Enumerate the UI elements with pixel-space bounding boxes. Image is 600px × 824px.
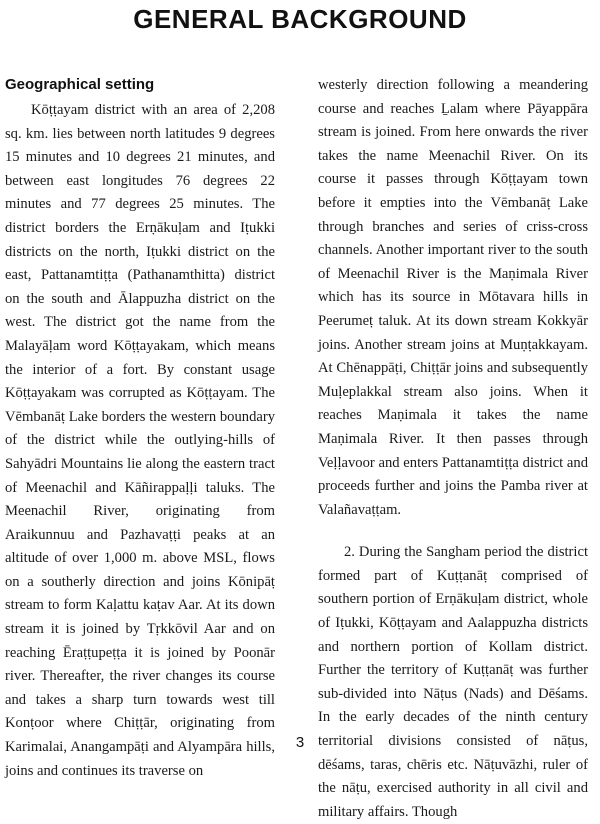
page-number: 3 — [295, 734, 305, 751]
page-title: GENERAL BACKGROUND — [133, 4, 467, 34]
left-paragraph: Kōṭṭayam district with an area of 2,208 sq. km. lies between north latitudes 9 degrees 15 minutes and 10 degrees 21 minutes, and between east longitudes 76 degrees 22 minutes and 77 degrees 25 minutes. The district borders the Erṇākuḷam and Iṭukki districts on the north, Iṭukki district on the east, Pattanamtiṭṭa (Pathanamthitta) district on the south and Ālappuzha district on the west. The district got the name from the Malayāḷam word Kōṭṭayakam, which means the interior of a fort. By constant usage Kōṭṭayakam was corrupted as Kōṭṭayam. The Vēmbanāṭ Lake borders the western boundary of the district while the outlying-hills of Sahyādri Mountains lie along the eastern tract of Meenachil and Kāñirappaḷḷi taluks. The Meenachil River, originating from Araikunnuu and Pazhavaṭṭi peaks at an altitude of over 1,000 m. above MSL, flows on a southerly direction and joins Kōnipāṭ stream to form Kaḷattu kaṭav Aar. At its down stream it is joined by Tṛkkōvil Aar and on reaching Ēraṭṭupeṭṭa it is joined by Poonār river. Thereafter, the river changes its course and takes a sharp turn towards west till Konṭoor where Chiṭṭār, originating from Karimalai, Anangampāṭi and Alyampāra hills, joins and continues its traverse on — [5, 102, 275, 779]
left-column — [5, 74, 275, 783]
section-heading: Geographical setting — [5, 76, 155, 93]
right-paragraph-1: westerly direction following a meandering course and reaches Ḻalam where Pāyappāra stream is joined. From here onwards the river takes the name Meenachil River. On its course it passes through Kōṭṭayam town before it empties into the Vēmbanāṭ Lake through branches and series of criss-cross channels. Another important river to the south of Meenachil River is the Maṇimala River which has its source in Mōtavara hills in Peerumeṭ taluk. At its down stream Kokkyār joins. Another stream joins at Muṇṭakkayam. At Chēnappāṭi, Chiṭṭār joins and subsequently Muḷeplakkal stream also joins. When it reaches Maṇimala it takes the name Maṇimala River. It then passes through Veḷḷavoor and enters Pattanamtiṭṭa district and proceeds further and joins the Pamba river at Valañavaṭṭam. — [318, 77, 588, 518]
right-paragraph-2: 2. During the Sangham period the district formed part of Kuṭṭanāṭ comprised of southern portion of Erṇākuḷam district, whole of Iṭukki, Kōṭṭayam and Aalappuzha districts and northern portion of Kollam district. Further the territory of Kuṭṭanāṭ was further sub-divided into Nāṭus (Nads) and Dēśams. In the early decades of the ninth century territorial divisions consisted of nāṭus, dēśams, taras, chēris etc. Nāṭuvāzhi, ruler of the nāṭu, exercised authority in all civil and military affairs. Though — [318, 544, 588, 820]
right-column — [318, 74, 588, 824]
